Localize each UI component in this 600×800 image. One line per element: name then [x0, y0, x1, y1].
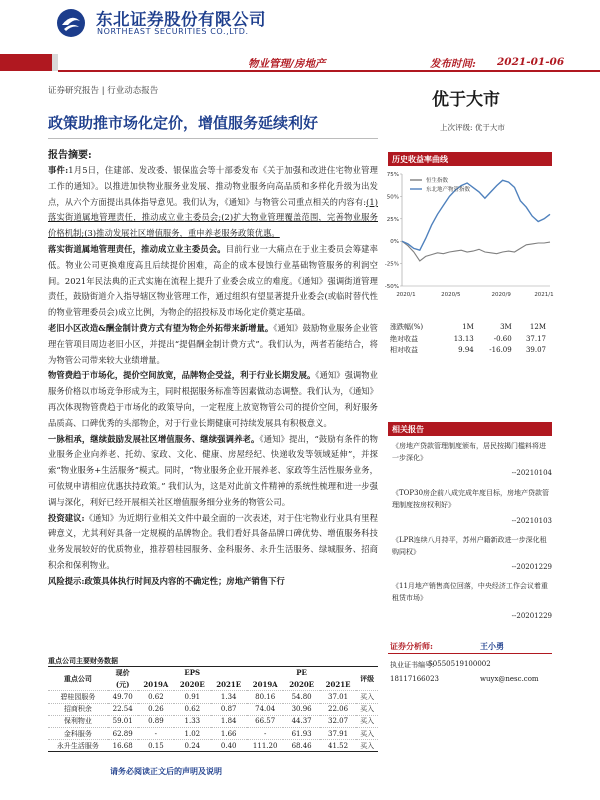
analyst-phone: 18117166023 — [390, 675, 439, 683]
summary-heading: 报告摘要: — [48, 150, 92, 161]
header-year: 2021E — [216, 680, 242, 690]
paragraph-old-community — [48, 321, 378, 368]
report-type: 证券研究报告 | 行业动态报告 — [48, 86, 159, 96]
legend-label: 恒生指数 — [426, 178, 449, 184]
table-cell-eps1: 0.26 — [138, 703, 175, 715]
paragraph-text: 1月5日，住建部、发改委、银保监会等十部委发布《关于加强和改进住宅物业管理工作的通知》。以推进加快物业服务业发展、推动物业服务向高品质和多样化升级为出发点，从六个方面提出具体指导意见。我们认为，《通知》与物管公司重点相关的内容有: — [48, 165, 378, 207]
table-cell-eps1: 0.89 — [138, 715, 175, 727]
paragraph-text: 《通知》鼓励物业服务企业管理在管项目周边老旧小区，并提出“提倡酬金制计费方式”。我们认为，两者若能结合，将为物管公司带来较大业绩增量。 — [48, 322, 379, 365]
table-cell-price: 49.70 — [108, 691, 138, 703]
table-cell-pe3: 22.06 — [320, 703, 356, 715]
table-cell-pe3: 41.52 — [320, 740, 356, 752]
paragraph-value-added — [48, 432, 378, 511]
related-report-link[interactable]: 《LPR连续八月持平，苏州户籍新政进一步深化租购同权》 — [392, 536, 547, 556]
related-report-date: --20201229 — [511, 612, 552, 620]
x-tick-label: 2020/5 — [441, 292, 461, 298]
table-cell-eps3: 0.40 — [211, 740, 247, 752]
y-tick-label: -50% — [384, 284, 399, 290]
chart-heading: 历史收益率曲线 — [388, 152, 552, 166]
paragraph-lead: 一脉相承，继续鼓励发展社区增值服务、继续强调养老。 — [48, 433, 260, 444]
table-cell-eps2: 0.91 — [174, 691, 210, 703]
col-12m: 12M — [529, 323, 546, 331]
table-cell-rating: 买入 — [356, 740, 378, 752]
related-report-date: --20210104 — [511, 469, 552, 477]
paragraph-investment-advice — [48, 511, 378, 574]
table-cell-eps1: 0.62 — [138, 691, 175, 703]
related-reports-heading: 相关报告 — [388, 422, 552, 436]
table-cell-eps3: 1.84 — [211, 715, 247, 727]
paragraph-text: 目前行业一大痛点在于业主委员会筹建率低。物业公司更换难度高且后续提价困难，高企的成本侵蚀行业基础物管服务的利润空间。2021年民法典的正式实施在流程上提升了业委会成立的难度。《通知》强调街道管理责任，鼓励街道介入指导辖区物业管理工作，通过组织有望显著提升业委会(或临时替代性的物业管理委员会)成立比例，为物企的招投标及市场化定价奠定基础。 — [48, 243, 378, 318]
header-year: 2019A — [143, 680, 169, 690]
series-line — [402, 180, 550, 250]
paragraph-lead: 风险提示: — [48, 575, 85, 586]
table-cell-pe1: 80.16 — [247, 691, 284, 703]
x-tick-label: 2020/1 — [396, 292, 416, 298]
paragraph-market-pricing — [48, 368, 378, 431]
header-price: 现价 — [115, 667, 130, 677]
y-tick-label: 25% — [386, 216, 399, 223]
performance-table — [390, 322, 548, 355]
license-label: 执业证书编号: — [390, 661, 435, 669]
header-year: 2020E — [179, 680, 205, 690]
paragraph-text: 《通知》提出，“鼓励有条件的物业服务企业向养老、托幼、家政、文化、健康、房屋经纪、快递收发等领域延伸”，并探索“物业服务+生活服务”模式。同时，“物业服务企业开展养老、家政等生活性服务业务，可依规申请相应优惠扶持政策。” 我们认为，这是对此前文件精神的系统性梳理和进一步强调与深化，利好已经开展相关社区增值服务细分业务的物管公司。 — [48, 433, 379, 507]
table-cell-price: 62.89 — [108, 727, 138, 739]
related-report-link[interactable]: 《11月地产销售高位回落，中央经济工作会议着重租赁市场》 — [392, 582, 548, 602]
summary-body — [48, 163, 378, 590]
analyst-label: 证券分析师: — [390, 641, 433, 651]
table-cell-pe3: 32.07 — [320, 715, 356, 727]
table-cell-pe1: 111.20 — [247, 740, 284, 752]
table-row — [48, 703, 378, 715]
table-cell-eps1: 0.15 — [138, 740, 175, 752]
analyst-name: 王小勇 — [480, 641, 504, 651]
sector-label: 物业管理/房地产 — [248, 58, 326, 70]
y-tick-label: 50% — [386, 194, 399, 201]
company-logo-icon — [56, 8, 86, 38]
y-tick-label: 75% — [386, 172, 399, 178]
rating: 优于大市 — [432, 90, 500, 110]
header-year: 2020E — [289, 680, 315, 690]
table-cell-name: 碧桂园服务 — [48, 691, 108, 703]
brand-name-en: NORTHEAST SECURITIES CO.,LTD. — [97, 27, 249, 36]
brand-name-cn: 东北证券股份有限公司 — [96, 10, 266, 29]
table-cell-price: 59.01 — [108, 715, 138, 727]
table-cell-eps2: 1.33 — [174, 715, 210, 727]
table-cell-eps3: 0.87 — [211, 703, 247, 715]
paragraph-lead: 物管费趋于市场化，提价空间放宽，品牌物企受益，利于行业长期发展。 — [48, 370, 316, 381]
absolute-return-12m: 37.17 — [525, 334, 546, 343]
table-cell-pe2: 44.37 — [283, 715, 319, 727]
col-1m: 1M — [462, 323, 474, 331]
paragraph-text: 《通知》为近期行业相关文件中最全面的一次表述，对于住宅物业行业具有里程碑意义，尤其利好具备一定规模的品牌物企。我们看好具备品牌口碑优势、增值服务科技业务发展较好的优质物业，推荐碧桂园服务、金科服务、永升生活服务、绿城服务、招商积余和保利物业。 — [48, 512, 378, 570]
paragraph-lead: 投资建议: — [48, 512, 85, 523]
table-row — [48, 740, 378, 752]
x-tick-label: 2021/1 — [534, 292, 554, 298]
previous-rating: 上次评级: 优于大市 — [440, 123, 505, 132]
table-cell-price: 16.68 — [108, 740, 138, 752]
table-cell-price: 22.54 — [108, 703, 138, 715]
table-cell-pe2: 68.46 — [283, 740, 319, 752]
paragraph-event — [48, 163, 378, 242]
paragraph-owners-committee — [48, 242, 378, 321]
header-year: 2019A — [252, 680, 278, 690]
paragraph-lead: 事件: — [48, 165, 69, 175]
table-cell-pe2: 54.80 — [283, 691, 319, 703]
disclaimer: 请务必阅读正文后的声明及说明 — [110, 766, 222, 776]
header-pe: PE — [296, 668, 307, 678]
table-cell-eps2: 1.02 — [174, 727, 210, 739]
header-price-unit: (元) — [115, 679, 130, 689]
paragraph-risk — [48, 574, 378, 590]
table-cell-rating: 买入 — [356, 715, 378, 727]
related-report-link[interactable]: 《TOP30房企前八成完成年度目标，房地产贷款管理制度按房权利好》 — [392, 489, 550, 509]
table-cell-pe3: 37.91 — [320, 727, 356, 739]
table-row — [48, 691, 378, 703]
table-cell-name: 保利物业 — [48, 715, 108, 727]
paragraph-lead: 老旧小区改造&酬金制计费方式有望为物企外拓带来新增量。 — [48, 322, 274, 333]
table-cell-eps3: 1.66 — [211, 727, 247, 739]
table-cell-pe3: 37.01 — [320, 691, 356, 703]
table-cell-pe2: 61.93 — [283, 727, 319, 739]
financial-table — [48, 666, 378, 752]
related-report-date: --20201229 — [511, 563, 552, 571]
absolute-return-1m: 13.13 — [453, 334, 474, 343]
publish-date-label: 发布时间: — [430, 58, 476, 70]
paragraph-text: 政策具体执行时间及内容的不确定性；房地产销售下行 — [84, 575, 285, 586]
publish-date-value: 2021-01-06 — [497, 56, 565, 68]
table-cell-name: 金科服务 — [48, 727, 108, 739]
series-line — [402, 241, 550, 261]
table-cell-pe1: 66.57 — [247, 715, 284, 727]
legend-label: 东北地产物管指数 — [426, 187, 471, 193]
analyst-email[interactable]: wuyx@nesc.com — [480, 675, 539, 683]
table-cell-rating: 买入 — [356, 691, 378, 703]
header-year: 2021E — [325, 680, 351, 690]
col-3m: 3M — [500, 323, 512, 331]
y-tick-label: 0% — [390, 239, 399, 246]
absolute-return-3m: -0.60 — [493, 334, 512, 343]
table-cell-name: 招商积余 — [48, 703, 108, 715]
table-cell-name: 永升生活服务 — [48, 740, 108, 752]
table-title: 重点公司主要财务数据 — [48, 656, 118, 665]
return-chart — [384, 168, 554, 304]
header-eps: EPS — [184, 668, 201, 678]
table-cell-rating: 买入 — [356, 703, 378, 715]
table-cell-pe1: 74.04 — [247, 703, 284, 715]
table-cell-pe1: - — [247, 727, 284, 739]
table-cell-eps2: 0.24 — [174, 740, 210, 752]
table-cell-pe2: 30.96 — [283, 703, 319, 715]
returns-label: 涨跌幅(%) — [390, 323, 424, 331]
relative-return-12m: 39.07 — [525, 345, 546, 354]
relative-return-label: 相对收益 — [390, 345, 418, 354]
report-title: 政策助推市场化定价，增值服务延续利好 — [48, 114, 319, 132]
x-tick-label: 2020/9 — [491, 292, 511, 298]
related-report-date: --20210103 — [511, 517, 552, 525]
table-cell-eps3: 1.34 — [211, 691, 247, 703]
table-cell-eps1: - — [138, 727, 175, 739]
table-row — [48, 727, 378, 739]
license-number: S0550519100002 — [428, 660, 491, 668]
related-report-link[interactable]: 《房地产贷款管理制度颁布，居民按揭门槛料将进一步深化》 — [392, 442, 546, 462]
header-company: 重点公司 — [63, 673, 92, 683]
paragraph-text: 《通知》强调物业服务价格以市场竞争形成为主，同时根据服务标准等因素做动态调整。我们认为，《通知》再次体现物管费趋于市场化的政策导向，一定程度上放宽物管公司的提价空间，利好服务品质高、口碑优秀的头部物企，对于行业长期健康可持续发展具有积极意义。 — [48, 370, 378, 428]
absolute-return-label: 绝对收益 — [390, 334, 418, 343]
relative-return-1m: 9.94 — [458, 345, 474, 354]
y-tick-label: -25% — [384, 261, 399, 268]
table-row — [48, 715, 378, 727]
table-cell-eps2: 0.62 — [174, 703, 210, 715]
title-divider — [48, 138, 378, 139]
table-cell-rating: 买入 — [356, 727, 378, 739]
paragraph-underlined-text: (1)落实街道属地管理责任，推动成立业主委员会;(2)扩大物业管理覆盖范围，完善物业服务价格机制;(3)推动发展社区增值服务，重申养老服务政策优惠。 — [48, 196, 378, 239]
paragraph-lead: 落实街道属地管理责任，推动成立业主委员会。 — [48, 243, 226, 254]
relative-return-3m: -16.09 — [489, 345, 512, 354]
header-rating: 评级 — [360, 673, 375, 683]
